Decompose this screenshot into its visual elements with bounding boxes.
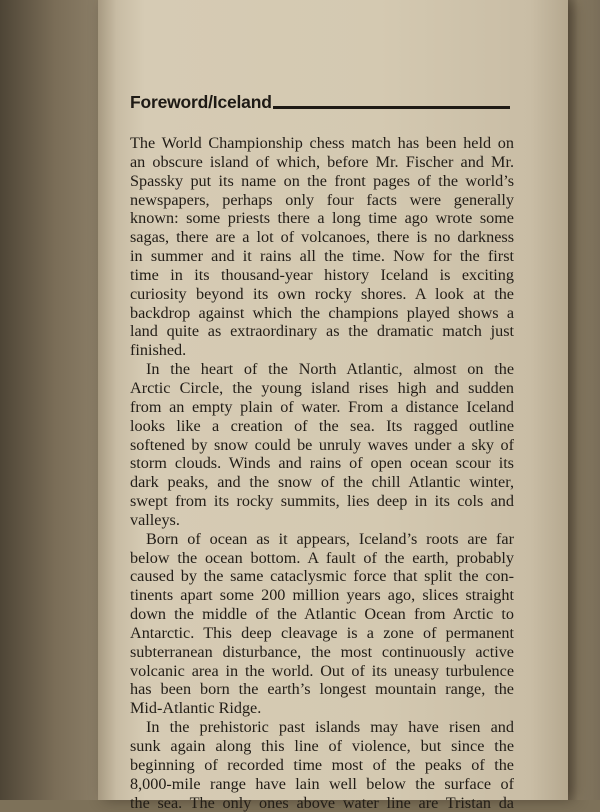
text-line: newspapers, perhaps only four facts were generally — [130, 190, 514, 209]
text-line: time in its thousand-year history Iceland is exciting — [130, 265, 514, 284]
text-line: swept from its rocky summits, lies deep in its cols and — [130, 492, 514, 511]
text-line: backdrop against which the champions played shows a — [130, 303, 514, 322]
text-line: down the middle of the Atlantic Ocean from Arctic to — [130, 605, 514, 624]
text-line: an obscure island of which, before Mr. Fischer and Mr. — [130, 152, 514, 171]
text-line: In the heart of the North Atlantic, almost on the — [146, 360, 514, 379]
text-line: tinents apart some 200 million years ago, slices straight — [130, 586, 514, 605]
body-text — [130, 134, 514, 812]
text-line: storm clouds. Winds and rains of open ocean scour its — [130, 454, 514, 473]
text-line: softened by snow could be unruly waves under a sky of — [130, 435, 514, 454]
text-line: Spassky put its name on the front pages of the world’s — [130, 171, 514, 190]
page-stack-edge — [566, 0, 600, 800]
heading-rule — [273, 106, 510, 109]
text-line: known: some priests there a long time ago wrote some — [130, 209, 514, 228]
text-line: dark peaks, and the snow of the chill Atlantic winter, — [130, 473, 514, 492]
text-line: finished. — [130, 341, 187, 360]
text-line: beginning of recorded time most of the peaks of the — [130, 755, 514, 774]
text-line: curiosity beyond its own rocky shores. A look at the — [130, 284, 514, 303]
text-line: sunk again along this line of violence, but since the — [130, 737, 514, 755]
text-line: In the prehistoric past islands may have risen and — [146, 718, 514, 737]
text-line: caused by the same cataclysmic force that split the con- — [130, 567, 514, 586]
text-line: looks like a creation of the sea. Its ragged outline — [130, 416, 514, 435]
text-line: The World Championship chess match has been held on — [130, 134, 514, 152]
text-line: has been born the earth’s longest mountain range, the — [130, 680, 514, 699]
chapter-title: Foreword/Iceland — [130, 92, 272, 112]
text-line: Born of ocean as it appears, Iceland’s roots are far — [146, 529, 514, 548]
text-line: 8,000-mile range have lain well below the surface of — [130, 774, 514, 793]
chapter-heading — [130, 86, 510, 112]
book-gutter-shadow — [0, 0, 100, 800]
text-line: Arctic Circle, the young island rises high and sudden — [130, 378, 514, 397]
text-line: valleys. — [130, 510, 180, 529]
text-line: Antarctic. This deep cleavage is a zone of permanent — [130, 623, 514, 642]
text-line: the sea. The only ones above water line are Tristan da — [130, 793, 514, 812]
text-line: sagas, there are a lot of volcanoes, there is no darkness — [130, 228, 514, 247]
text-line: in summer and it rains all the time. Now for the first — [130, 247, 514, 266]
text-line: subterranean disturbance, the most continuously active — [130, 642, 514, 661]
text-line: below the ocean bottom. A fault of the earth, probably — [130, 548, 514, 567]
text-line: volcanic area in the world. Out of its uneasy turbulence — [130, 661, 514, 680]
text-line: land quite as extraordinary as the dramatic match just — [130, 322, 514, 341]
text-line: from an empty plain of water. From a distance Iceland — [130, 397, 514, 416]
text-line: Mid-Atlantic Ridge. — [130, 699, 262, 718]
